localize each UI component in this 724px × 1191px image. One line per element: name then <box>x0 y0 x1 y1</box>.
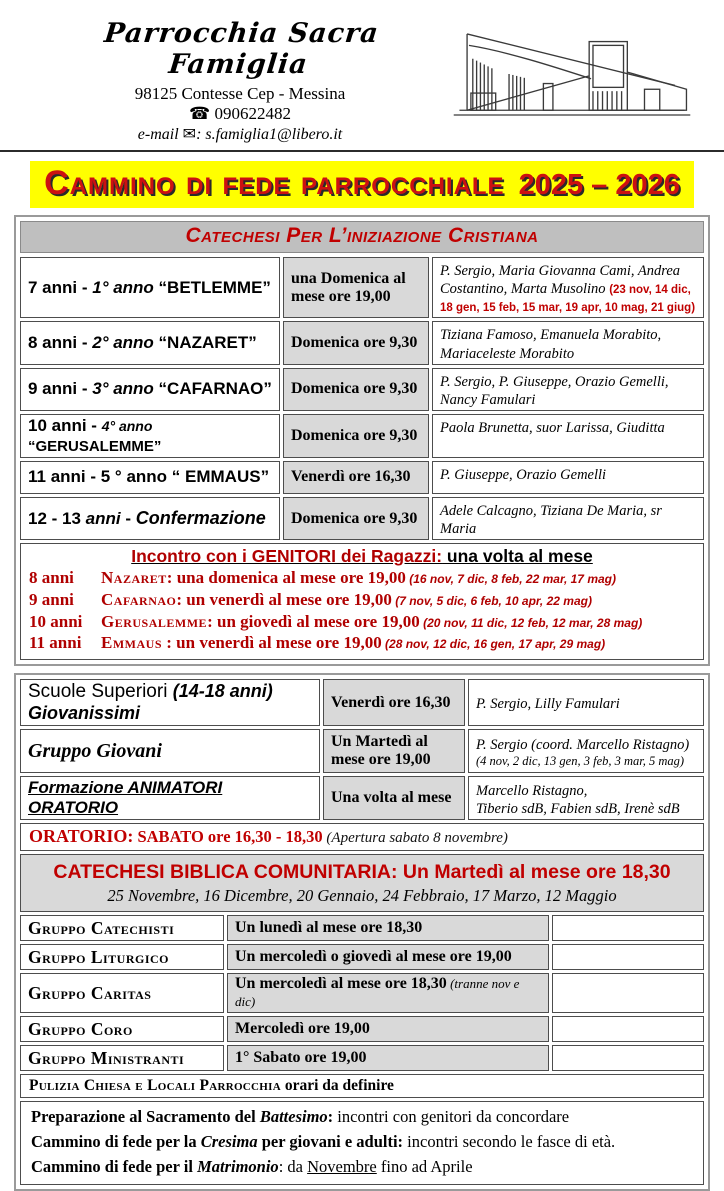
group-name: Cafarnao <box>101 589 177 609</box>
sep-text: - <box>120 509 136 528</box>
schedule-cell: Venerdì ore 16,30 <box>283 461 429 494</box>
final-notes <box>20 1101 704 1185</box>
catechists-cell <box>432 368 704 411</box>
group-name: Emmaus <box>101 633 162 653</box>
oratorio-row <box>20 823 704 851</box>
age-group-cell <box>20 257 280 318</box>
genitori-row <box>29 611 695 633</box>
catechists-cell <box>468 729 704 773</box>
age-label: 9 anni <box>29 589 74 609</box>
biblica-dates: 25 Novembre, 16 Dicembre, 20 Gennaio, 24 Febbraio, 17 Marzo, 12 Maggio <box>107 886 617 906</box>
table-row <box>20 973 704 1013</box>
title-banner <box>30 161 694 208</box>
catechists-cell <box>432 257 704 318</box>
pulizia-row <box>20 1074 704 1098</box>
age-text: 11 anni - <box>28 467 101 487</box>
age-label: 8 anni <box>29 568 74 588</box>
age-label <box>28 467 272 487</box>
age-text: 7 anni - <box>28 277 93 297</box>
catechists-names: P. Sergio, Lilly Famulari <box>476 696 620 713</box>
schedule-main: Un mercoledì al mese ore 18,30 <box>235 975 447 993</box>
meeting-text: : un venerdì al mese ore 19,00 <box>162 633 382 653</box>
catechists-names: Paola Brunetta, suor Larissa, Giuditta <box>440 419 665 436</box>
email-icon: ✉ <box>182 126 197 143</box>
schedule-cell: Domenica ore 9,30 <box>283 321 429 364</box>
schedule-cell: una Domenica al mese ore 19,00 <box>283 257 429 318</box>
note-cresima <box>31 1130 693 1155</box>
parish-address: 98125 Contesse Cep - Messina <box>134 84 346 103</box>
phone-icon: ☎ <box>189 104 211 123</box>
table-row <box>20 368 704 411</box>
dates-list: (16 nov, 7 dic, 8 feb, 22 mar, 17 mag) <box>405 572 616 587</box>
age-label <box>28 379 272 399</box>
group-name: Confermazione <box>135 508 266 528</box>
empty-cell <box>552 915 704 941</box>
sacrament-name: Cresima <box>200 1131 258 1151</box>
catechists-names: Marcello Ristagno, <box>476 782 588 799</box>
group-name: Gerusalemme <box>101 611 208 631</box>
anno-text: 2° anno <box>92 333 154 352</box>
table-row <box>20 1016 704 1042</box>
window-slats-mid <box>509 74 524 110</box>
parish-phone <box>40 104 440 124</box>
note-text-2: per giovani e adulti: <box>257 1131 404 1151</box>
schedule-note: (tranne nov e dic) <box>235 976 520 1010</box>
meeting-text: : un giovedì al mese ore 19,00 <box>207 611 420 631</box>
group-name: Gruppo Caritas <box>28 982 152 1003</box>
sacrament-name: Battesimo <box>259 1107 328 1127</box>
group-name: Gruppo Coro <box>28 1018 133 1039</box>
church-drawing <box>448 26 696 122</box>
parish-info <box>40 18 440 144</box>
note-text: Preparazione al Sacramento del <box>31 1107 260 1127</box>
table-row <box>20 497 704 540</box>
table-row <box>20 461 704 494</box>
dates-list: (28 nov, 12 dic, 16 gen, 17 apr, 29 mag) <box>381 637 606 652</box>
meeting-text: : un venerdì al mese ore 19,00 <box>176 589 392 609</box>
note-battesimo <box>31 1105 693 1130</box>
group-cell <box>20 1045 224 1071</box>
phone-number: 090622482 <box>214 104 291 123</box>
catechists-names: P. Sergio, P. Giuseppe, Orazio Gemelli, Nancy Famulari <box>440 373 669 408</box>
schedule-cell: Domenica ore 9,30 <box>283 414 429 458</box>
meeting-text: : una domenica al mese ore 19,00 <box>166 568 406 588</box>
church-drawing-wrap <box>440 18 704 122</box>
empty-cell <box>552 1045 704 1071</box>
anno-text: 5 ° anno <box>100 467 168 487</box>
page-title-years: 2025 – 2026 <box>518 169 680 201</box>
age-label <box>28 416 272 456</box>
schedule-main: Mercoledì ore 19,00 <box>235 1020 370 1038</box>
group-name: “GERUSALEMME” <box>28 437 162 455</box>
catechists-names: P. Sergio, Maria Giovanna Cami, Andrea Costantino, Marta Musolino <box>440 263 681 298</box>
group-name: Scuole Superiori <box>28 681 173 703</box>
anno-text: 1° anno <box>92 277 154 297</box>
pulizia-note: orari da definire <box>280 1077 394 1095</box>
group-name: “NAZARET” <box>153 333 257 352</box>
dates-list: (4 nov, 2 dic, 13 gen, 3 feb, 3 mar, 5 mag) <box>476 754 685 769</box>
schedule-text <box>235 975 541 1011</box>
age-range: (14-18 anni) <box>172 681 273 702</box>
schedule-main: Un lunedì al mese ore 18,30 <box>235 919 423 937</box>
age-label <box>28 508 272 529</box>
genitori-title-black: una volta al mese <box>442 546 593 567</box>
genitori-title <box>29 546 695 567</box>
table-row <box>20 257 704 318</box>
pulizia-title: Pulizia Chiesa e Locali Parrocchia <box>29 1077 281 1095</box>
group-line2: Giovanissimi <box>28 703 141 724</box>
anno-text: anni <box>85 509 121 528</box>
genitori-box <box>20 543 704 660</box>
group-line1 <box>28 681 312 703</box>
age-group-cell <box>20 461 280 494</box>
age-group-cell <box>20 368 280 411</box>
genitori-row <box>29 632 695 654</box>
section-iniziazione <box>14 215 710 666</box>
oratorio-schedule: SABATO ore 16,30 - 18,30 <box>133 827 323 847</box>
catechists-names: P. Sergio (coord. Marcello Ristagno) <box>476 737 690 754</box>
age-text: 12 - 13 <box>28 509 86 528</box>
anno-text: 3° anno <box>92 379 154 399</box>
group-cell <box>20 1016 224 1042</box>
group-cell <box>20 776 320 820</box>
note-sep: : <box>327 1107 338 1127</box>
section-header: Catechesi Per L’iniziazione Cristiana <box>20 221 704 253</box>
empty-cell <box>552 944 704 970</box>
schedule-text <box>235 1049 541 1067</box>
age-group-cell <box>20 497 280 540</box>
age-group-cell <box>20 414 280 458</box>
schedule-main: 1° Sabato ore 19,00 <box>235 1049 367 1067</box>
group-name: Gruppo Catechisti <box>28 917 175 938</box>
age-label: 10 anni <box>29 611 83 631</box>
catechists-names: P. Giuseppe, Orazio Gemelli <box>440 466 607 483</box>
table-row <box>20 414 704 458</box>
age-text: 8 anni - <box>28 333 93 352</box>
group-name: Nazaret <box>101 568 167 588</box>
schedule-cell: Venerdì ore 16,30 <box>323 679 465 726</box>
catechists-cell <box>432 321 704 364</box>
schedule-cell <box>227 1016 549 1042</box>
schedule-text <box>235 919 541 937</box>
genitori-row <box>29 589 695 611</box>
catechists-names-2: Tiberio sdB, Fabien sdB, Irenè sdB <box>476 800 680 817</box>
table-row <box>20 1045 704 1071</box>
schedule-cell <box>227 973 549 1013</box>
group-cell <box>20 973 224 1013</box>
schedule-cell <box>227 944 549 970</box>
header-divider <box>0 150 724 152</box>
genitori-row <box>29 567 695 589</box>
table-row <box>20 321 704 364</box>
dates-list: (20 nov, 11 dic, 12 feb, 12 mar, 28 mag) <box>419 615 643 630</box>
age-label: 11 anni <box>29 633 82 653</box>
dates-list: (23 nov, 14 dic, 18 gen, 15 feb, 15 mar, 19 apr, 10 mag, 21 giug) <box>440 284 696 315</box>
table-row <box>20 915 704 941</box>
age-label <box>28 278 272 298</box>
group-name: Gruppo Giovani <box>28 739 162 762</box>
parish-name: Parrocchia Sacra Famiglia <box>102 18 381 80</box>
oratorio-label: ORATORIO: <box>29 826 134 847</box>
schedule-text <box>235 948 541 966</box>
group-name: “BETLEMME” <box>153 277 271 297</box>
group-cell <box>20 944 224 970</box>
note-detail: incontri secondo le fasce di età. <box>403 1131 616 1151</box>
table-row <box>20 679 704 726</box>
catechists-cell <box>432 461 704 494</box>
page-title: Cammino di fede parrocchiale <box>44 164 505 202</box>
biblica-banner <box>20 854 704 912</box>
group-name: Gruppo Liturgico <box>28 946 169 967</box>
group-name: Gruppo Ministranti <box>28 1047 185 1068</box>
email-address: : s.famiglia1@libero.it <box>196 126 343 143</box>
dates-list: (7 nov, 5 dic, 6 feb, 10 apr, 22 mag) <box>391 593 592 608</box>
age-group-cell <box>20 321 280 364</box>
age-text: 10 anni - <box>28 415 102 435</box>
group-name: “CAFARNAO” <box>153 379 272 399</box>
schedule-text <box>235 1020 541 1038</box>
group-cell <box>20 679 320 726</box>
email-label: e-mail <box>137 126 179 143</box>
oratorio-note: (Apertura sabato 8 novembre) <box>322 830 508 847</box>
section-gruppi <box>14 673 710 1191</box>
catechists-cell <box>468 776 704 820</box>
group-cell <box>20 915 224 941</box>
table-row <box>20 729 704 773</box>
schedule-cell <box>227 1045 549 1071</box>
anno-text: 4° anno <box>101 417 153 434</box>
note-text: Cammino di fede per il <box>31 1156 198 1176</box>
schedule-cell: Domenica ore 9,30 <box>283 497 429 540</box>
catechists-cell <box>468 679 704 726</box>
month-underlined: Novembre <box>307 1156 377 1176</box>
catechists-names: Adele Calcagno, Tiziana De Maria, sr Maria <box>440 502 662 537</box>
note-detail: incontri con genitori da concordare <box>337 1107 570 1127</box>
schedule-cell: Una volta al mese <box>323 776 465 820</box>
schedule-cell <box>227 915 549 941</box>
schedule-cell: Un Martedì al mese ore 19,00 <box>323 729 465 773</box>
group-name: “ EMMAUS” <box>167 467 270 487</box>
catechists-names: Tiziana Famoso, Emanuela Morabito, Mariaceleste Morabito <box>440 327 662 362</box>
schedule-cell: Domenica ore 9,30 <box>283 368 429 411</box>
note-sep: : da <box>278 1156 308 1176</box>
catechists-cell <box>432 414 704 458</box>
empty-cell <box>552 973 704 1013</box>
sacrament-name: Matrimonio <box>197 1156 279 1176</box>
group-cell <box>20 729 320 773</box>
table-row <box>20 776 704 820</box>
catechists-cell <box>432 497 704 540</box>
table-row <box>20 944 704 970</box>
note-detail: fino ad Aprile <box>376 1156 473 1176</box>
empty-cell <box>552 1016 704 1042</box>
note-text: Cammino di fede per la <box>31 1131 201 1151</box>
note-matrimonio <box>31 1155 693 1180</box>
age-label <box>28 333 272 353</box>
age-text: 9 anni - <box>28 379 93 399</box>
letterhead <box>0 10 724 144</box>
schedule-main: Un mercoledì o giovedì al mese ore 19,00 <box>235 948 512 966</box>
parish-email <box>40 124 440 144</box>
tower-slats <box>593 91 622 110</box>
group-name: Formazione ANIMATORI ORATORIO <box>28 778 223 818</box>
genitori-title-red: Incontro con i GENITORI dei Ragazzi: <box>131 546 443 567</box>
window-slats-left <box>473 59 492 111</box>
biblica-title: CATECHESI BIBLICA COMUNITARIA: Un Martedì al mese ore 18,30 <box>53 861 671 884</box>
